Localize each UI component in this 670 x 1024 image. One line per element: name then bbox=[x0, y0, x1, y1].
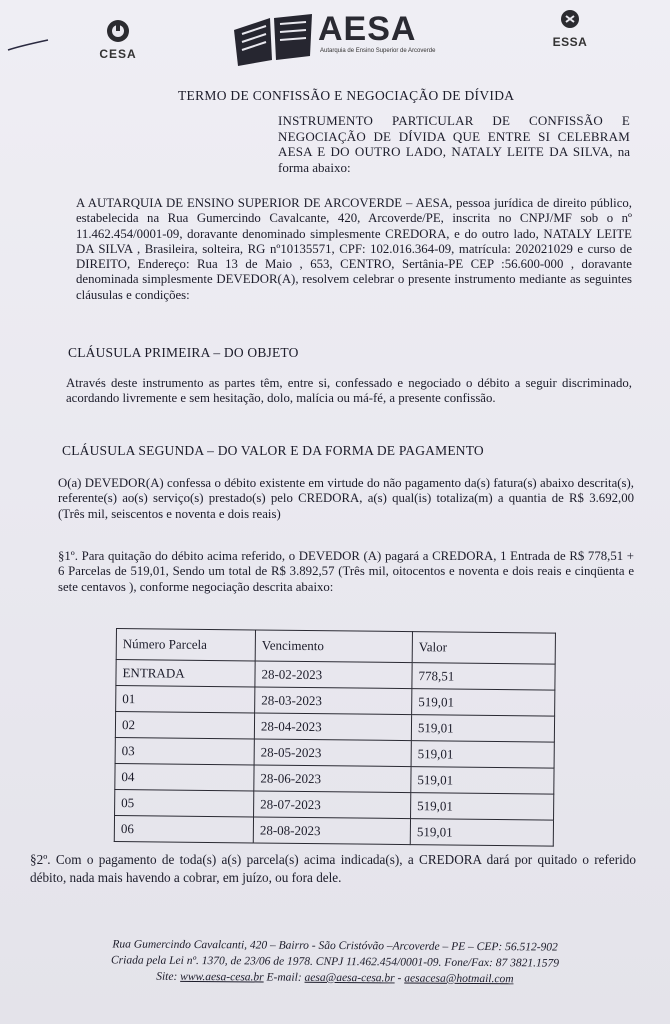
document-title: TERMO DE CONFISSÃO E NEGOCIAÇÃO DE DÍVIDA bbox=[178, 88, 515, 103]
installment-number: 03 bbox=[115, 737, 254, 764]
installment-number: ENTRADA bbox=[116, 660, 255, 687]
due-date: 28-06-2023 bbox=[254, 765, 411, 793]
essa-logo-text: ESSA bbox=[552, 35, 588, 49]
intro-paragraph: A AUTARQUIA DE ENSINO SUPERIOR DE ARCOVERDE – AESA, pessoa jurídica de direito público, estabelecida na Rua Gumercindo Cavalcante, 420, Arcoverde/PE, inscrita no CNPJ/MF sob o nº 11.462.454/0001-09, doravante denominado simplesmente CREDORA, e do outro lado, NATALY LEITE DA SILVA , Brasileira, solteira, RG nº10135571, CPF: 102.016.364-09, matrícula: 202021029 e curso de DIREITO, Endereço: Rua 13 de Maio , 653, CENTRO, Sertânia-PE CEP :56.600-000 , doravante denominada simplesmente DEVEDOR(A), resolvem celebrar o presente instrumento mediante as seguintes cláusulas e condições: bbox=[76, 196, 632, 302]
footer-site-link[interactable]: www.aesa-cesa.br bbox=[180, 970, 264, 984]
essa-logo bbox=[540, 8, 600, 48]
footer-site-label: Site: bbox=[156, 970, 181, 983]
due-date: 28-07-2023 bbox=[254, 791, 411, 819]
amount: 519,01 bbox=[411, 793, 554, 820]
aesa-logo-subtitle: Autarquia de Ensino Superior de Arcoverde bbox=[320, 48, 436, 54]
clause-one-text: Através deste instrumento as partes têm, entre si, confessado e negociado o débito a seguir discriminado, acordando livremente e sem hesitação, dolo, malícia ou má-fé, a presente confissão. bbox=[66, 376, 632, 406]
footer-separator: - bbox=[394, 972, 405, 985]
amount: 519,01 bbox=[410, 819, 553, 846]
due-date: 28-08-2023 bbox=[253, 817, 410, 845]
due-date: 28-02-2023 bbox=[255, 661, 412, 689]
open-book-icon bbox=[232, 12, 314, 66]
aesa-logo-wordmark: AESA bbox=[318, 10, 417, 48]
cesa-emblem-icon bbox=[105, 18, 131, 44]
aesa-logo bbox=[232, 8, 452, 66]
instrument-tail-text: na forma abaixo: bbox=[278, 144, 630, 175]
amount: 519,01 bbox=[411, 767, 554, 794]
footer-address: Rua Gumercindo Cavalcanti, 420 – Bairro - São Cristóvão –Arcoverde – PE – CEP: 56.512-902 bbox=[112, 938, 558, 954]
clause-two-paragraph-1: §1º. Para quitação do débito acima referido, o DEVEDOR (A) pagará a CREDORA, 1 Entrada de R$ 778,51 + 6 Parcelas de 519,01, Sendo um total de R$ 3.892,57 (Três mil, oitocentos e noventa e dois reais e cinqüenta e sete centavos ), conforme negociação descrita abaixo: bbox=[58, 549, 634, 594]
amount: 519,01 bbox=[411, 741, 554, 768]
pen-stroke-mark bbox=[6, 38, 50, 52]
due-date: 28-04-2023 bbox=[254, 713, 411, 741]
table-row bbox=[114, 815, 553, 846]
footer-email-link-1[interactable]: aesa@aesa-cesa.br bbox=[304, 971, 395, 985]
clause-two-text: O(a) DEVEDOR(A) confessa o débito existente em virtude do não pagamento da(s) fatura(s) abaixo descrita(s), referente(s) ao(s) serviço(s) prestado(s) pelo CREDORA, a(s) qual(is) totaliza(m) a quantia de R$ 3.692,00 (Três mil, seiscentos e noventa e dois reais) bbox=[58, 476, 634, 521]
essa-emblem-icon bbox=[559, 8, 581, 30]
installment-number: 02 bbox=[115, 712, 254, 739]
instrument-caps-text: INSTRUMENTO PARTICULAR DE CONFISSÃO E NEGOCIAÇÃO DE DÍVIDA QUE ENTRE SI CELEBRAM AESA E DO OUTRO LADO, NATALY LEITE DA SILVA, bbox=[278, 113, 630, 159]
page-footer bbox=[70, 936, 600, 988]
clause-two-paragraph-2: §2º. Com o pagamento de toda(s) a(s) parcela(s) acima indicada(s), a CREDORA dará por quitado o referido débito, nada mais havendo a cobrar, em juízo, ou fora dele. bbox=[30, 852, 636, 885]
footer-legal-info: Criada pela Lei nº. 1370, de 23/06 de 1978. CNPJ 11.462.454/0001-09. Fone/Fax: 87 3821.1579 bbox=[110, 954, 560, 970]
installment-number: 06 bbox=[114, 815, 253, 842]
cesa-logo-text: CESA bbox=[99, 47, 137, 61]
due-date: 28-05-2023 bbox=[254, 739, 411, 767]
installment-number: 04 bbox=[115, 763, 254, 790]
installments-table bbox=[114, 628, 556, 847]
footer-email-label: E-mail: bbox=[263, 971, 305, 984]
installment-number: 01 bbox=[116, 686, 255, 713]
footer-email-link-2[interactable]: aesacesa@hotmail.com bbox=[404, 972, 514, 986]
installment-number: 05 bbox=[115, 789, 254, 816]
amount: 519,01 bbox=[412, 689, 555, 716]
amount: 519,01 bbox=[411, 715, 554, 742]
table-header-row bbox=[116, 629, 555, 665]
amount: 778,51 bbox=[412, 663, 555, 690]
cesa-logo bbox=[82, 18, 154, 62]
clause-two-heading: CLÁUSULA SEGUNDA – DO VALOR E DA FORMA DE PAGAMENTO bbox=[62, 443, 484, 458]
header-amount: Valor bbox=[412, 632, 555, 664]
due-date: 28-03-2023 bbox=[255, 687, 412, 715]
header-due-date: Vencimento bbox=[255, 630, 412, 663]
instrument-summary bbox=[278, 113, 630, 175]
header-installment-number: Número Parcela bbox=[116, 629, 255, 661]
clause-one-heading: CLÁUSULA PRIMEIRA – DO OBJETO bbox=[68, 345, 299, 360]
